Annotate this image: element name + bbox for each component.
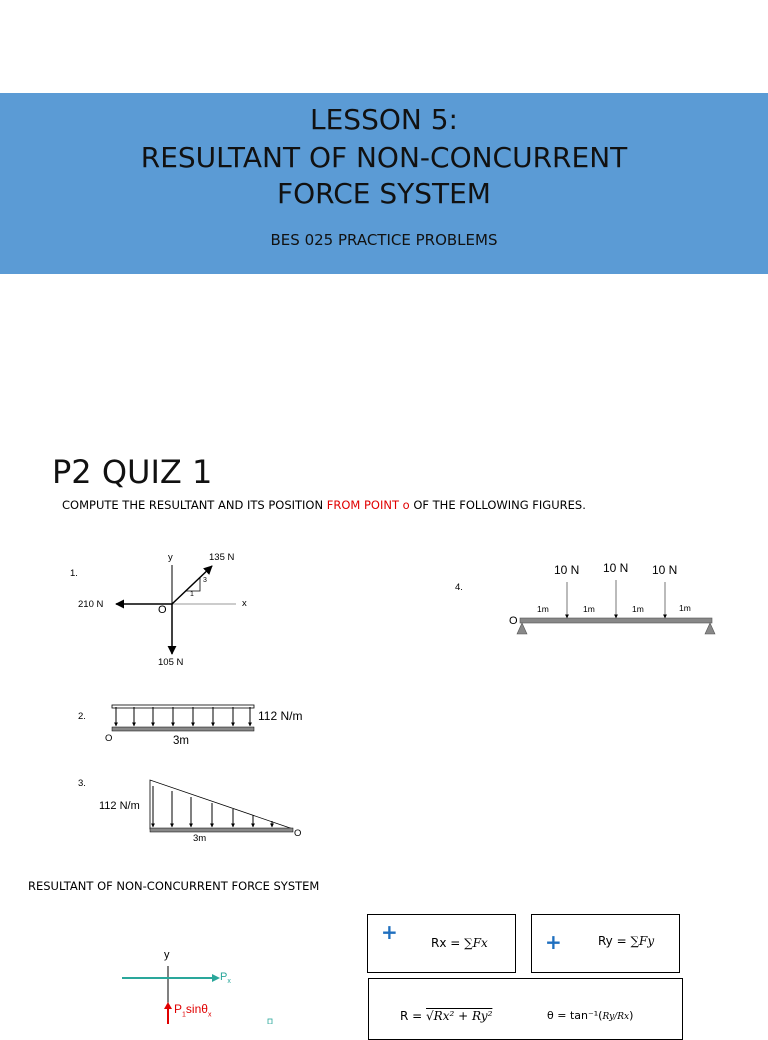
point-o-highlight: FROM POINT o bbox=[326, 498, 410, 512]
figure-1-x-axis: x bbox=[242, 598, 247, 609]
figure-4-force-1: 10 N bbox=[554, 563, 580, 577]
figure-2-number: 2. bbox=[78, 711, 86, 722]
figure-2-origin: O bbox=[105, 733, 113, 744]
figure-4-span-3: 1m bbox=[632, 604, 644, 614]
figure-3-triangular-load bbox=[150, 780, 293, 832]
figure-1-force-diagram bbox=[116, 565, 236, 654]
figure-3-length: 3m bbox=[193, 833, 207, 844]
rx-formula: Rx = ∑Fx bbox=[431, 936, 488, 950]
figure-1-origin: O bbox=[158, 604, 167, 616]
figure-4-span-4: 1m bbox=[679, 603, 691, 613]
figure-4-force-2: 10 N bbox=[603, 561, 629, 575]
figure-2-uniform-load bbox=[112, 705, 254, 731]
figure-3-load: 112 N/m bbox=[99, 800, 140, 812]
figure-4-origin: O bbox=[509, 615, 518, 627]
figure-4-span-2: 1m bbox=[583, 604, 595, 614]
diagram-y-axis: y bbox=[164, 949, 170, 961]
diagram-psin-label: $P_1\sin\theta_x$ bbox=[174, 1002, 212, 1019]
ry-formula: Ry = ∑Fy bbox=[598, 934, 655, 948]
figure-1-slope-rise: 3 bbox=[203, 577, 207, 584]
figure-4-span-1: 1m bbox=[537, 604, 549, 614]
figure-4-number: 4. bbox=[455, 582, 463, 593]
section-heading: RESULTANT OF NON-CONCURRENT FORCE SYSTEM bbox=[28, 879, 320, 893]
figure-3-origin: O bbox=[294, 828, 302, 839]
figure-2-length: 3m bbox=[173, 735, 189, 747]
diagram-px-label: $P_x$ bbox=[220, 971, 231, 986]
course-subtitle: BES 025 PRACTICE PROBLEMS bbox=[270, 231, 498, 249]
lesson-subtitle-line2: FORCE SYSTEM bbox=[277, 177, 491, 210]
ry-plus-sign: + bbox=[545, 930, 562, 954]
figure-1-number: 1. bbox=[70, 568, 78, 579]
rx-plus-sign: + bbox=[381, 920, 398, 944]
r-formula: R = √Rx² + Ry² bbox=[400, 1009, 493, 1023]
figure-1-force-210: 210 N bbox=[78, 599, 104, 610]
lesson-title: LESSON 5: bbox=[310, 103, 458, 136]
lesson-subtitle-line1: RESULTANT OF NON-CONCURRENT bbox=[140, 141, 628, 174]
figure-1-slope-run: 1 bbox=[190, 591, 194, 598]
figure-4-force-3: 10 N bbox=[652, 563, 678, 577]
quiz-title: P2 QUIZ 1 bbox=[52, 453, 213, 491]
figure-1-force-105: 105 N bbox=[158, 657, 184, 668]
theta-formula: θ = tan⁻¹(Ry/Rx) bbox=[547, 1009, 634, 1022]
figure-2-load: 112 N/m bbox=[258, 709, 303, 723]
figure-1-y-axis: y bbox=[168, 552, 173, 563]
figure-3-number: 3. bbox=[78, 778, 86, 789]
quiz-instruction: COMPUTE THE RESULTANT AND ITS POSITION FROM POINT o OF THE FOLLOWING FIGURES. bbox=[62, 498, 586, 512]
figure-1-force-135: 135 N bbox=[209, 552, 235, 563]
